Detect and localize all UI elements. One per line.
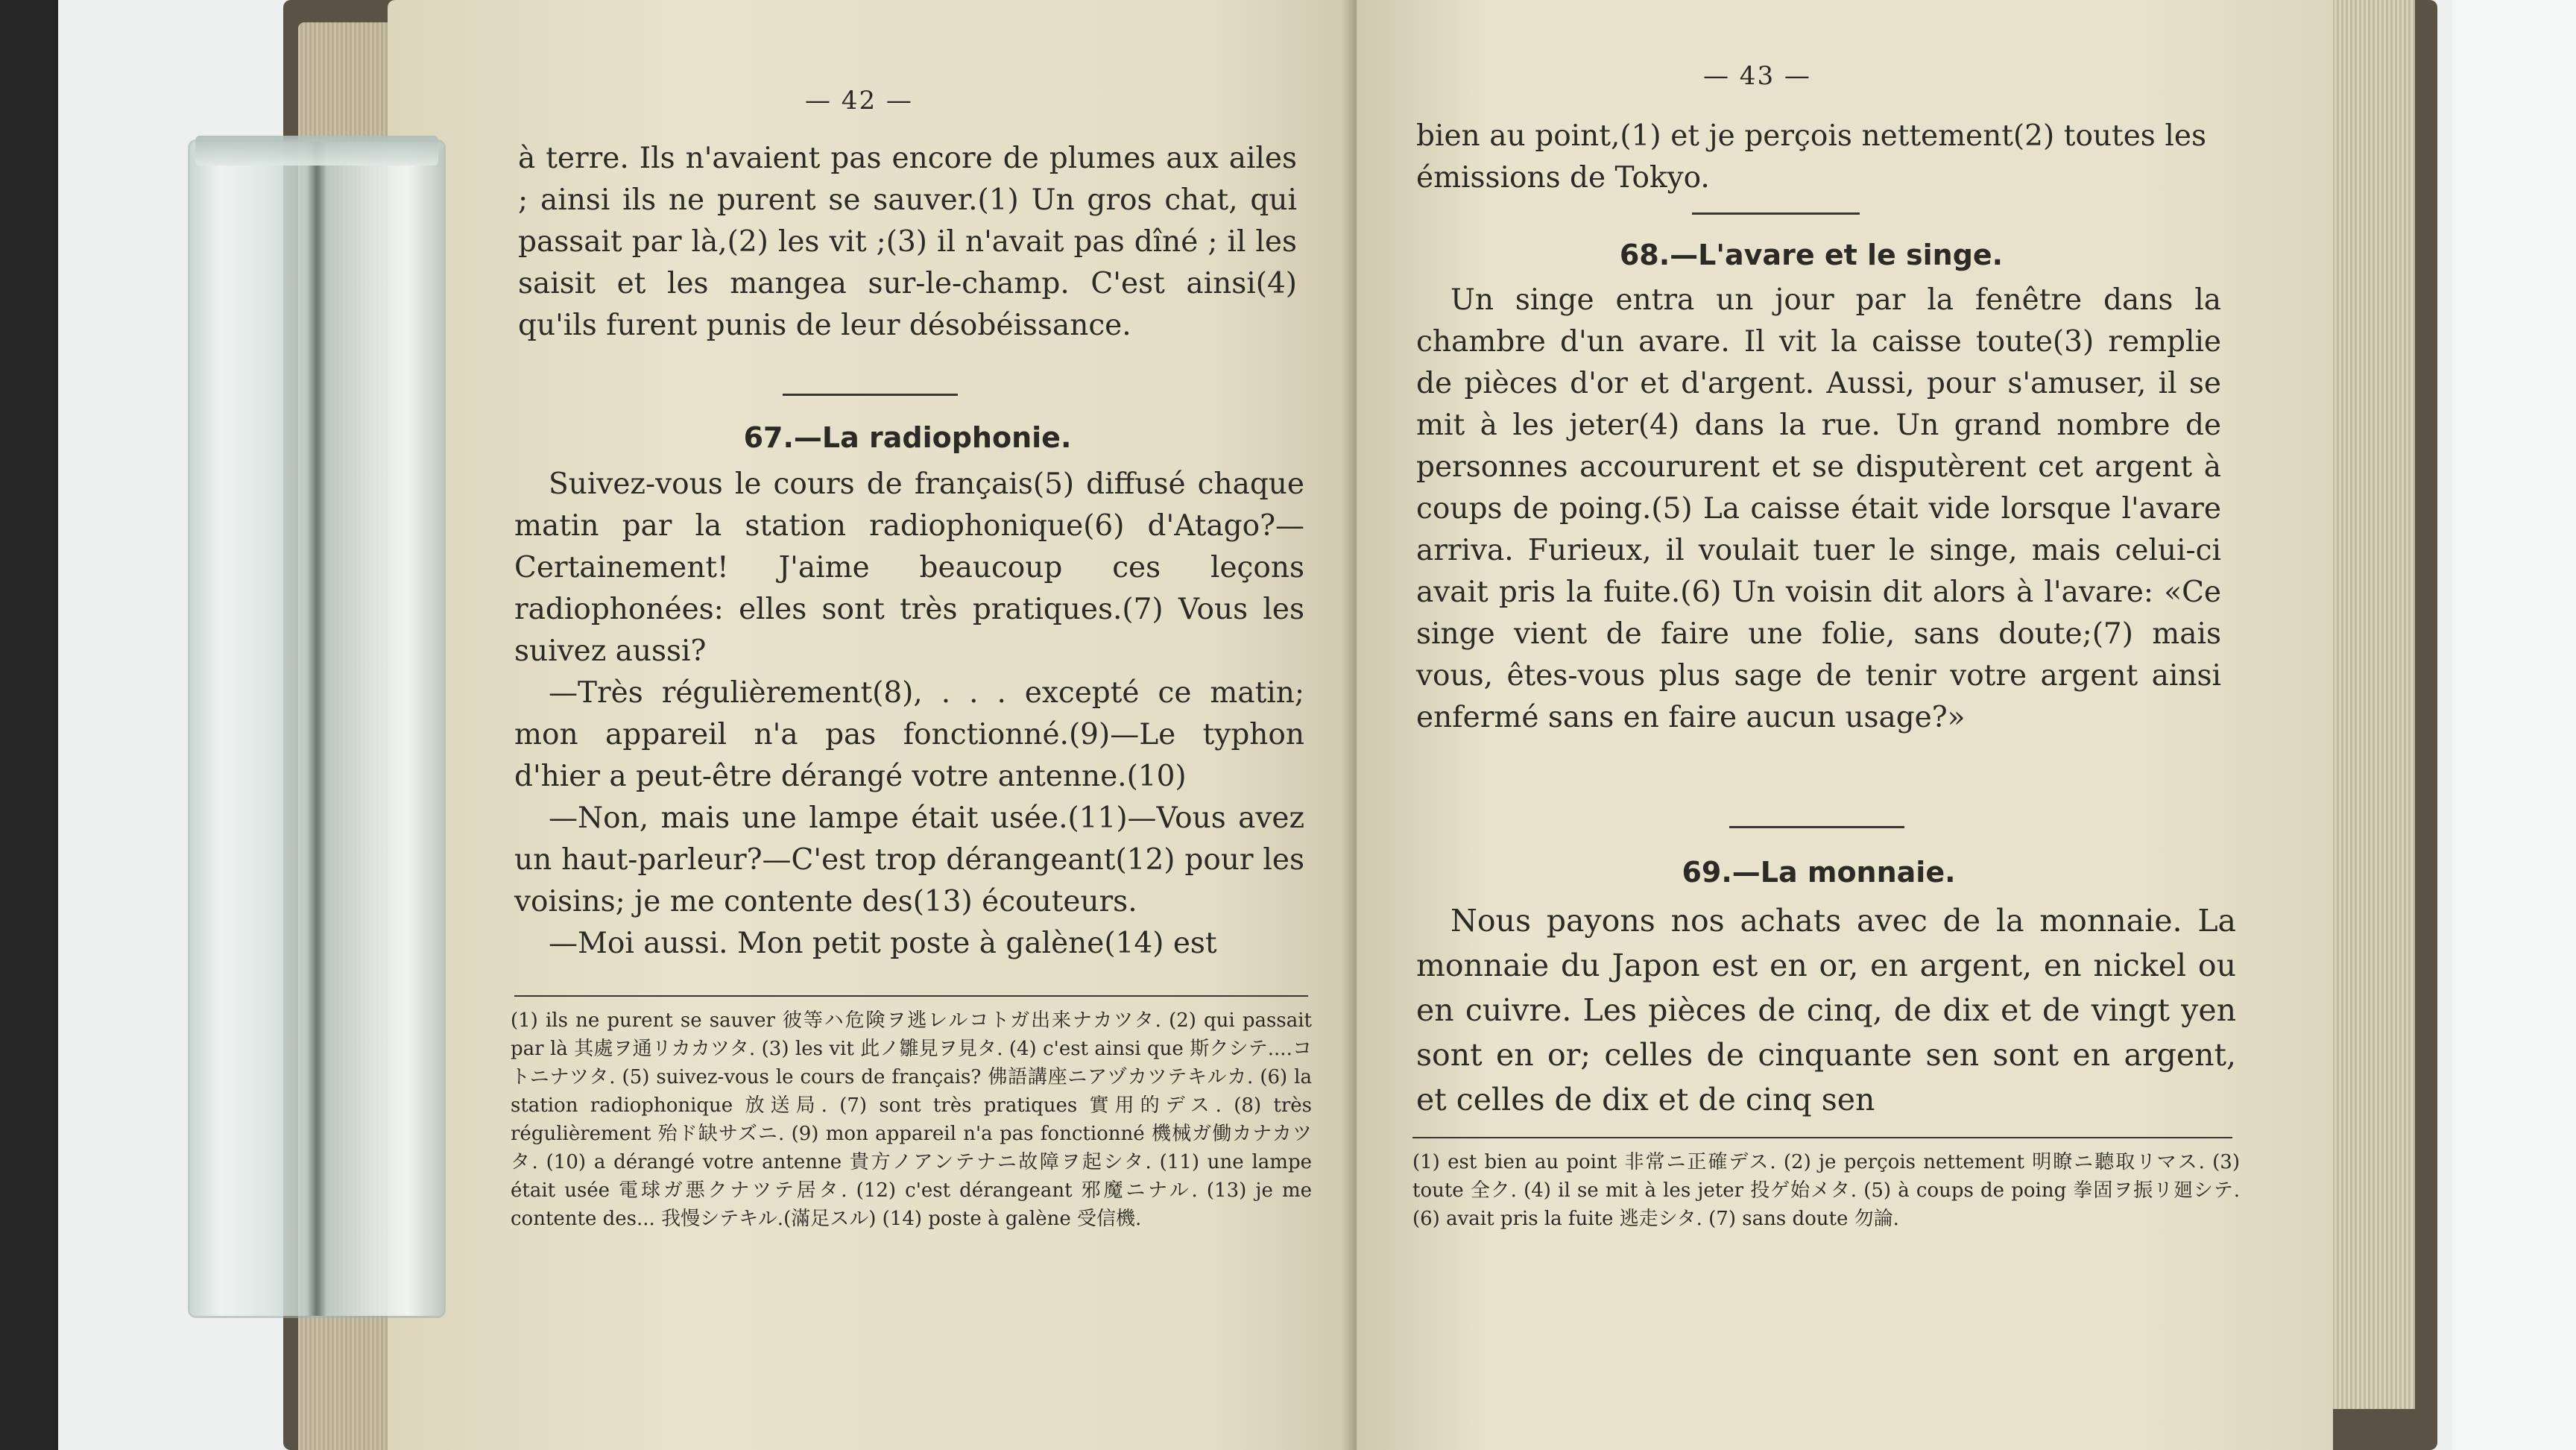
monnaie-text [1416,898,2236,1122]
paragraph-1: Suivez-vous le cours de français(5) diffusé chaque matin par la station radiophonique(6) d'Atago?— Certainement! J'aime beaucoup ces leçons radiophonées: elles sont très pratiques.(7) Vous les suivez aussi? [514,467,1304,668]
paragraph-4: —Moi aussi. Mon petit poste à galène(14) est [549,927,1217,960]
page-edges-right [2326,0,2415,1409]
avare-text [1416,280,2221,739]
radiophonie-text [514,464,1304,965]
section-divider [783,394,958,396]
heading-68: 68.—L'avare et le singe. [1619,239,2004,271]
page-number-43: — 43 — [1703,61,1811,91]
left-page [388,0,1357,1450]
glass-paperweight [190,142,443,1316]
paragraph-69: Nous payons nos achats avec de la monnaie. La monnaie du Japon est en or, en argent, en nickel ou en cuivre. Les pièces de cinq, de dix et de vingt yen sont en or; celles de cinquante sen sont en argent, et celles de dix et de cinq sen [1416,903,2236,1118]
footnotes-right: (1) est bien au point 非常ニ正確デス. (2) je perçois nettement 明瞭ニ聽取リマス. (3) toute 全ク. (4) il se mit à les jeter 投ゲ始メタ. (5) à coups de poing 拳固ヲ振リ廻シテ. (6) avait pris la fuite 逃走シタ. (7) sans doute 勿論. [1412,1151,2240,1230]
left-intro-text [518,138,1297,347]
footnote-divider-right [1412,1137,2232,1138]
page-number-42: — 42 — [805,86,913,116]
footnotes-left: (1) ils ne purent se sauver 彼等ハ危険ヲ逃レルコトガ出来ナカツタ. (2) qui passait par là 其處ヲ通リカカツタ. (3) les vit 此ノ雛見ヲ見タ. (4) c'est ainsi que 斯クシテ....コトニナツタ. (5) suivez-vous le cours de français? 佛語講座ニアヅカツテキルカ. (6) la station radiophonique 放送局. (7) sont très pratiques 實用的デス. (8) très régulièrement 殆ド缺サズニ. (9) mon appareil n'a pas fonctionné 機械ガ働カナカツタ. (10) a dérangé votre antenne 貴方ノアンテナニ故障ヲ起シタ. (11) une lampe était usée 電球ガ悪クナツテ居タ. (12) c'est dérangeant 邪魔ニナル. (13) je me contente des... 我慢シテキル.(滿足スル) (14) poste à galène 受信機. [511,1009,1312,1230]
right-intro-text [1416,116,2206,199]
right-page [1357,0,2333,1450]
glass-paperweight-top [195,136,438,166]
intro-paragraph-right: bien au point,(1) et je perçois nettement(2) toutes les émissions de Tokyo. [1416,119,2206,195]
table-surface [2452,0,2576,1450]
heading-69: 69.—La monnaie. [1682,856,1956,889]
section-divider-69 [1729,826,1904,828]
paragraph-3: —Non, mais une lampe était usée.(11)—Vous avez un haut-parleur?—C'est trop dérangeant(12) pour les voisins; je me contente des(13) écouteurs. [514,801,1304,918]
heading-67: 67.—La radiophonie. [743,421,1072,454]
paragraph-2: —Très régulièrement(8), . . . excepté ce matin; mon appareil n'a pas fonctionné.(9)—Le typhon d'hier a peut-être dérangé votre antenne.(10) [514,676,1304,793]
dark-background [0,0,58,1450]
footnote-divider [514,995,1308,997]
intro-paragraph: à terre. Ils n'avaient pas encore de plumes aux ailes ; ainsi ils ne purent se sauver.(1) Un gros chat, qui passait par là,(2) les vit ;(3) il n'avait pas dîné ; il les saisit et les mangea sur-le-champ. C'est ainsi(4) qu'ils furent punis de leur désobéissance. [518,142,1297,342]
section-divider-68 [1692,212,1860,215]
paragraph-68: Un singe entra un jour par la fenêtre dans la chambre d'un avare. Il vit la caisse toute(3) remplie de pièces d'or et d'argent. Aussi, pour s'amuser, il se mit à les jeter(4) dans la rue. Un grand nombre de personnes accoururent et se disputèrent cet argent à coups de poing.(5) La caisse était vide lorsque l'avare arriva. Furieux, il voulait tuer le singe, mais celui-ci avait pris la fuite.(6) Un voisin dit alors à l'avare: «Ce singe vient de faire une folie, sans doute;(7) mais vous, êtes-vous plus sage de tenir votre argent ainsi enfermé sans en faire aucun usage?» [1416,283,2221,734]
